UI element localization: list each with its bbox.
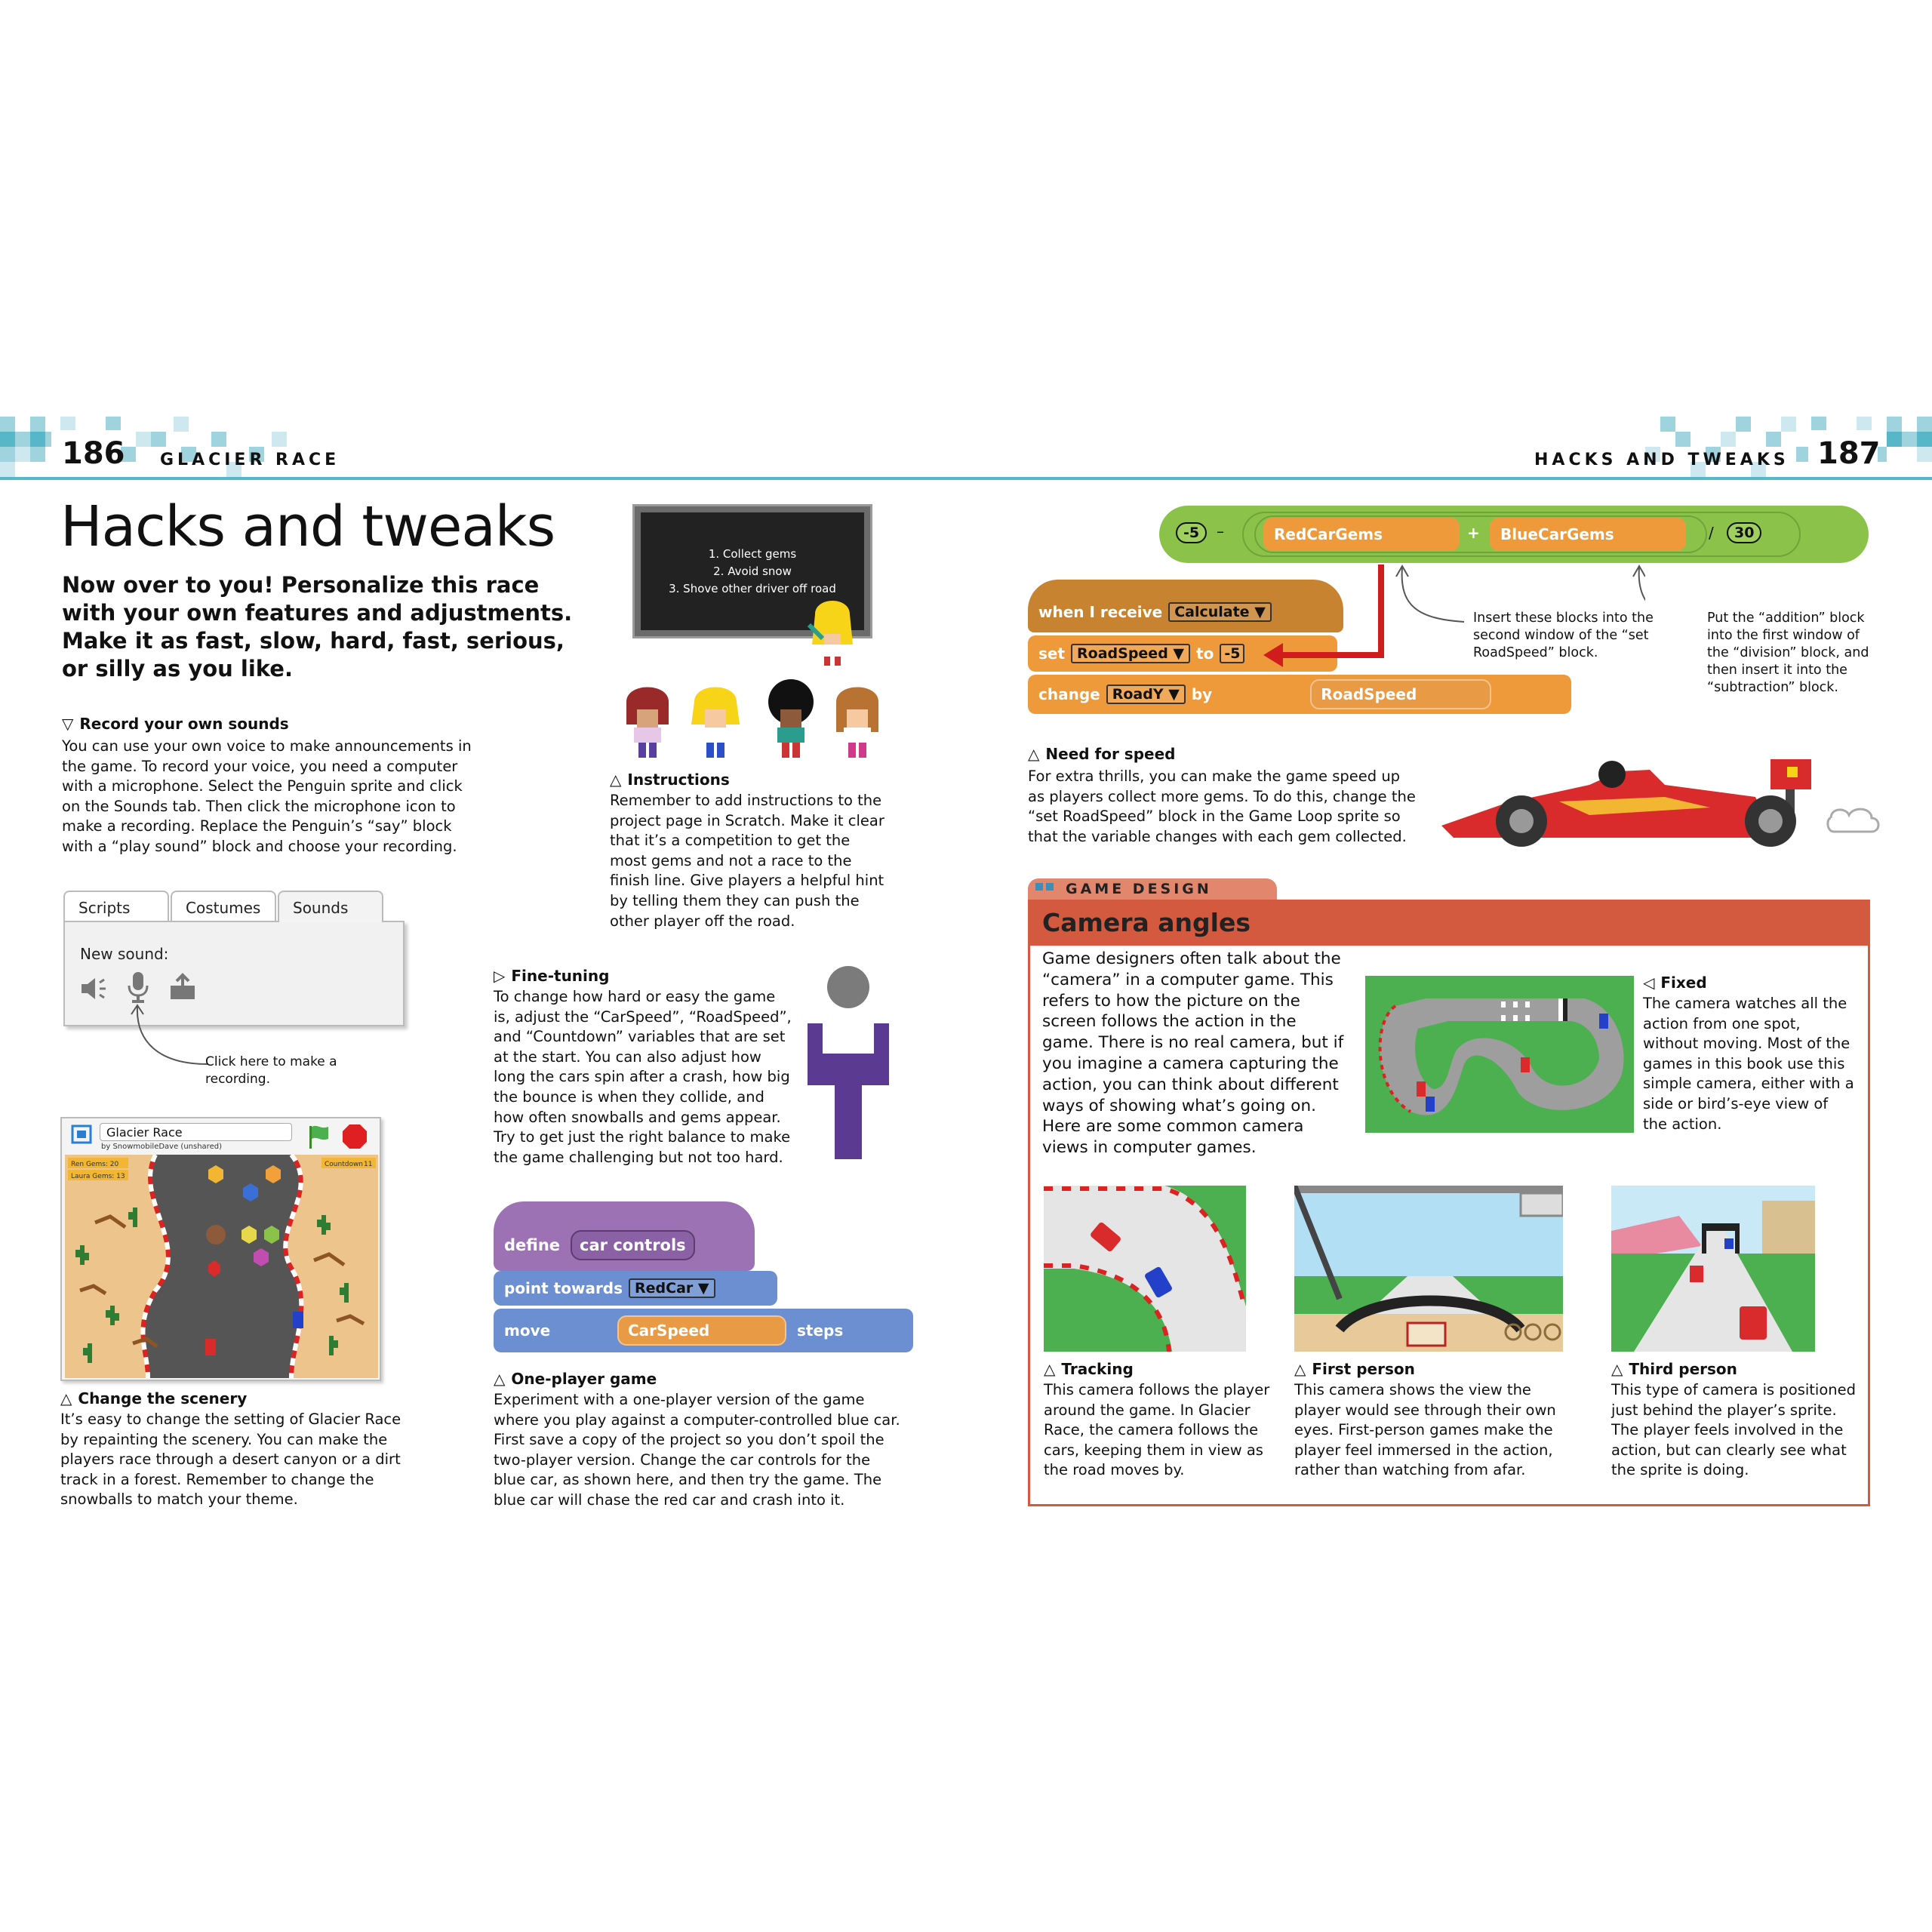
countdown-value: 11: [364, 1161, 373, 1168]
player-figures: [623, 679, 880, 762]
move-block[interactable]: [494, 1309, 913, 1352]
board-line: 1. Collect gems: [708, 546, 797, 561]
instructions-heading-text: Instructions: [627, 771, 730, 789]
stage-canvas: [65, 1155, 378, 1378]
green-flag-icon[interactable]: [305, 1123, 332, 1150]
laura-gems-readout: Laura Gems: 13: [71, 1173, 125, 1180]
by-variable: RoadSpeed: [1310, 679, 1491, 709]
set-keyword: set: [1038, 645, 1066, 663]
left-page-number: 186: [62, 436, 125, 471]
project-title-field[interactable]: Glacier Race: [100, 1123, 292, 1141]
point-target-dropdown[interactable]: RedCar ▼: [629, 1278, 715, 1298]
set-var-text: RoadSpeed: [1077, 645, 1168, 662]
triangle-up-icon: △: [610, 771, 622, 789]
first-person-heading-text: First person: [1312, 1360, 1415, 1378]
pixel-header-band: [0, 415, 1932, 480]
define-keyword: define: [504, 1236, 561, 1254]
finetune-heading: [494, 966, 609, 986]
fixed-heading-text: Fixed: [1660, 974, 1707, 992]
triangle-down-icon: ▽: [62, 715, 74, 733]
operator-block[interactable]: [1159, 506, 1869, 563]
to-keyword: to: [1196, 645, 1214, 663]
oneplayer-body: Experiment with a one-player version of the game where you play against a computer-controlled blue car. First save a copy of the project so you don’t spoil the two-player version. Change the car controls for the blue car, as shown here, and then try the game. The blue car will chase the red car and crash into it.: [494, 1391, 900, 1509]
point-towards-block[interactable]: [494, 1271, 777, 1306]
oneplayer-heading: [494, 1369, 657, 1389]
triangle-up-icon: △: [1611, 1360, 1623, 1378]
plus-operator: +: [1467, 524, 1480, 542]
oneplayer-heading-text: One-player game: [511, 1370, 657, 1388]
by-keyword: by: [1191, 685, 1213, 703]
board-line: 2. Avoid snow: [713, 564, 792, 578]
finetune-body: To change how hard or easy the game is, adjust the “CarSpeed”, “RoadSpeed”, and “Countdown” variables that are set at the start. You can also adjust how long the cars spin after a crash, how big the bounce is when they collide, and how often snowballs and gems appear. Try to get just the right balance to make the game challenging but not too hard.: [494, 988, 792, 1166]
tracking-body: This camera follows the player around the game. In Glacier Race, the camera follows the cars, keeping them in view as the road moves by.: [1044, 1381, 1270, 1479]
tab-scripts[interactable]: Scripts: [63, 891, 169, 922]
countdown-label: Countdown: [325, 1161, 364, 1168]
instructions-body: Remember to add instructions to the project page in Scratch. Make it clear that it’s a competition to get the most gems and not a race to the finish line. Give players a helpful hint by telling them they can push the other player off the road.: [610, 792, 884, 930]
board-line: 3. Shove other driver off road: [669, 581, 836, 595]
third-person-heading: [1611, 1359, 1737, 1379]
tab-costumes[interactable]: Costumes: [171, 891, 276, 922]
tracking-camera-image: [1044, 1186, 1246, 1352]
red-gems-reporter[interactable]: RedCarGems: [1263, 518, 1460, 551]
sound-callout: Click here to make a recording.: [205, 1054, 337, 1087]
race-car-image: [1438, 755, 1903, 854]
speed-heading-text: Need for speed: [1045, 745, 1176, 763]
change-var-dropdown[interactable]: RoadY ▼: [1106, 685, 1186, 704]
intro-text: Now over to you! Personalize this race with your own features and adjustments. Make it as fast, slow, hard, fast, serious, or silly as you like.: [62, 572, 573, 681]
camera-intro: Game designers often talk about the “camera” in a computer game. This refers to how the picture on the screen follows the action in the game. There is no real camera, but if you imagine a camera capturing the action, you can think about different ways of showing what’s going on. Here are some common camera views in computer games.: [1042, 949, 1344, 1158]
triangle-up-icon: △: [494, 1370, 506, 1388]
to-value[interactable]: -5: [1220, 644, 1244, 663]
scenery-heading: [60, 1389, 247, 1408]
first-person-image: [1294, 1186, 1563, 1352]
blue-gems-reporter[interactable]: BlueCarGems: [1490, 518, 1686, 551]
third-person-image: [1611, 1186, 1815, 1352]
instructions-heading: [610, 770, 730, 789]
speaker-icon[interactable]: [78, 974, 112, 1004]
triangle-up-icon: △: [1028, 745, 1040, 763]
fixed-heading: [1643, 973, 1707, 992]
point-target-text: RedCar: [635, 1280, 694, 1297]
message-text: Calculate: [1174, 604, 1250, 620]
third-person-body: This type of camera is positioned just behind the player’s sprite. The player feels involved in the action, but can clearly see what the sprite is doing.: [1611, 1381, 1857, 1479]
record-heading-text: Record your own sounds: [79, 715, 289, 733]
teacher-figure: [800, 592, 868, 667]
speed-body: For extra thrills, you can make the game speed up as players collect more gems. To do this, change the “set RoadSpeed” block in the Game Loop sprite so that the variable changes with each gem collected.: [1028, 768, 1416, 845]
header-rule: [0, 477, 1932, 480]
stop-icon[interactable]: [341, 1123, 368, 1150]
game-design-tab: [1028, 878, 1277, 901]
ren-gems-readout: Ren Gems: 20: [71, 1161, 119, 1168]
finetune-heading-text: Fine-tuning: [511, 967, 610, 985]
page-title: Hacks and tweaks: [60, 494, 555, 559]
record-heading: [62, 714, 289, 734]
right-page-number: 187: [1817, 436, 1881, 471]
sound-panel: [63, 921, 405, 1026]
first-person-body: This camera shows the view the player would see through their own eyes. First-person games make the player feel immersed in the action, rather than watching from afar.: [1294, 1381, 1556, 1479]
triangle-right-icon: ▷: [494, 967, 506, 985]
camera-angles-box: [1028, 900, 1870, 1506]
tab-dot: [1046, 883, 1054, 891]
sound-callout-line: [128, 1004, 211, 1072]
tracking-heading-text: Tracking: [1061, 1360, 1134, 1378]
first-person-heading: [1294, 1359, 1415, 1379]
tab-sounds[interactable]: Sounds: [278, 891, 383, 922]
upload-icon[interactable]: [168, 972, 198, 1002]
scenery-heading-text: Change the scenery: [78, 1389, 248, 1407]
stage-window: [60, 1117, 381, 1381]
fixed-camera-image: [1365, 976, 1634, 1133]
wrench-icon: [804, 964, 892, 1161]
steps-keyword: steps: [797, 1321, 844, 1340]
callout-right: Put the “addition” block into the first window of the “division” block, and then insert it into the “subtraction” block.: [1707, 611, 1869, 695]
callout-left: Insert these blocks into the second window of the “set RoadSpeed” block.: [1473, 611, 1654, 660]
triangle-up-icon: △: [60, 1389, 72, 1407]
minus-five-slot[interactable]: -5: [1176, 522, 1207, 543]
define-name: car controls: [571, 1230, 695, 1260]
divide-operator: /: [1709, 524, 1714, 542]
thirty-slot[interactable]: 30: [1727, 522, 1761, 543]
triangle-up-icon: △: [1294, 1360, 1306, 1378]
change-var-text: RoadY: [1112, 686, 1164, 703]
when-receive-keyword: when I receive: [1038, 603, 1163, 621]
fullscreen-icon[interactable]: [71, 1124, 92, 1144]
game-design-tag: GAME DESIGN: [1066, 881, 1212, 897]
right-running-head: HACKS AND TWEAKS: [1534, 451, 1789, 469]
fixed-body: The camera watches all the action from one spot, without moving. Most of the games in this book use this simple camera, either with a side or bird’s-eye view of the action.: [1643, 995, 1854, 1133]
move-variable: CarSpeed: [617, 1315, 786, 1346]
tab-dot: [1035, 883, 1043, 891]
camera-angles-title-bar: [1030, 902, 1868, 946]
left-running-head: GLACIER RACE: [160, 451, 340, 469]
record-body: You can use your own voice to make announcements in the game. To record your voice, you need a computer with a microphone. Select the Penguin sprite and click on the Sounds tab. Then click the microphone icon to make a recording. Replace the Penguin’s “say” block with a “play sound” block and choose your recording.: [62, 737, 472, 855]
third-person-heading-text: Third person: [1629, 1360, 1737, 1378]
speed-heading: [1028, 744, 1175, 764]
triangle-up-icon: △: [1044, 1360, 1056, 1378]
camera-angles-title: Camera angles: [1042, 908, 1251, 937]
point-keyword: point towards: [504, 1279, 623, 1297]
change-keyword: change: [1038, 685, 1100, 703]
set-var-dropdown[interactable]: RoadSpeed ▼: [1071, 644, 1190, 663]
message-dropdown[interactable]: Calculate ▼: [1168, 602, 1272, 622]
define-block[interactable]: [494, 1201, 755, 1271]
minus-operator: –: [1217, 522, 1224, 540]
move-keyword: move: [504, 1321, 551, 1340]
project-author: by SnowmobileDave (unshared): [101, 1143, 222, 1151]
scenery-body: It’s easy to change the setting of Glacier Race by repainting the scenery. You can make the players race through a desert canyon or a dirt track in a forest. Remember to change the snowballs to match your theme.: [60, 1411, 401, 1509]
tracking-heading: [1044, 1359, 1134, 1379]
new-sound-label: New sound:: [80, 945, 169, 963]
triangle-left-icon: ◁: [1643, 974, 1655, 992]
microphone-icon[interactable]: [127, 971, 149, 1004]
